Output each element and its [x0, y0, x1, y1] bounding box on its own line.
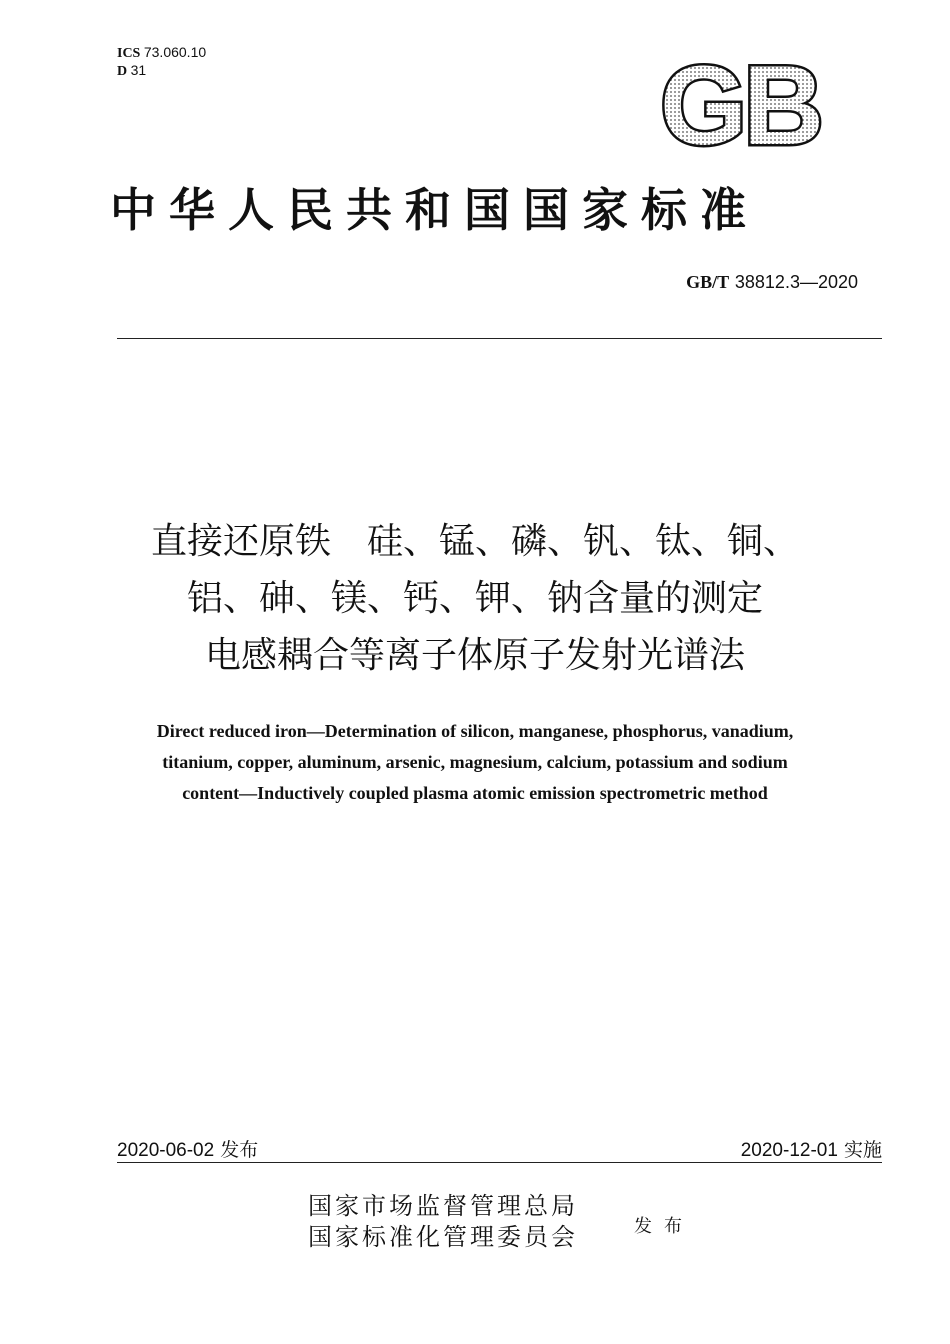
- issue-date: 2020-06-02: [117, 1140, 215, 1161]
- chinese-title-line: 铝、砷、镁、钙、钾、钠含量的测定: [186, 578, 763, 619]
- english-title: [0, 716, 950, 809]
- issue-label: 发布: [220, 1139, 259, 1161]
- chinese-title-line: 直接还原铁 硅、锰、磷、钒、钛、铜、: [150, 521, 799, 562]
- issuer-name: 国家标准化管理委员会: [308, 1223, 578, 1251]
- issue-date-block: [117, 1135, 258, 1162]
- implement-date-block: [741, 1135, 882, 1162]
- chinese-title: [0, 513, 950, 684]
- standard-number-value: 38812.3—2020: [734, 272, 858, 292]
- ics-line: [117, 44, 206, 62]
- ics-label: ICS: [117, 46, 141, 61]
- ics-code: 73.060.10: [143, 44, 207, 60]
- english-title-line: titanium, copper, aluminum, arsenic, magnesium, calcium, potassium and sodium: [162, 752, 788, 772]
- implement-label: 实施: [843, 1139, 882, 1161]
- ccs-label: D: [117, 64, 128, 79]
- logo-text: GB: [660, 58, 820, 152]
- standard-number-prefix: GB/T: [686, 272, 730, 292]
- footer-divider: [117, 1162, 882, 1163]
- publish-label: 发布: [634, 1216, 694, 1237]
- implement-date: 2020-12-01: [740, 1140, 838, 1161]
- issuer-name: 国家市场监督管理总局: [308, 1192, 578, 1220]
- gb-logo: [645, 58, 835, 152]
- ccs-code: 31: [130, 62, 147, 78]
- header-divider: [117, 338, 882, 339]
- classification-codes: [117, 44, 206, 80]
- standard-number: [686, 272, 858, 293]
- chinese-title-line: 电感耦合等离子体原子发射光谱法: [204, 635, 745, 676]
- english-title-line: Direct reduced iron—Determination of silicon, manganese, phosphorus, vanadium,: [156, 721, 794, 741]
- ccs-line: [117, 62, 206, 80]
- issuing-authorities: [308, 1191, 578, 1253]
- standard-title: 中华人民共和国国家标准: [110, 183, 759, 237]
- english-title-line: content—Inductively coupled plasma atomic emission spectrometric method: [182, 783, 768, 803]
